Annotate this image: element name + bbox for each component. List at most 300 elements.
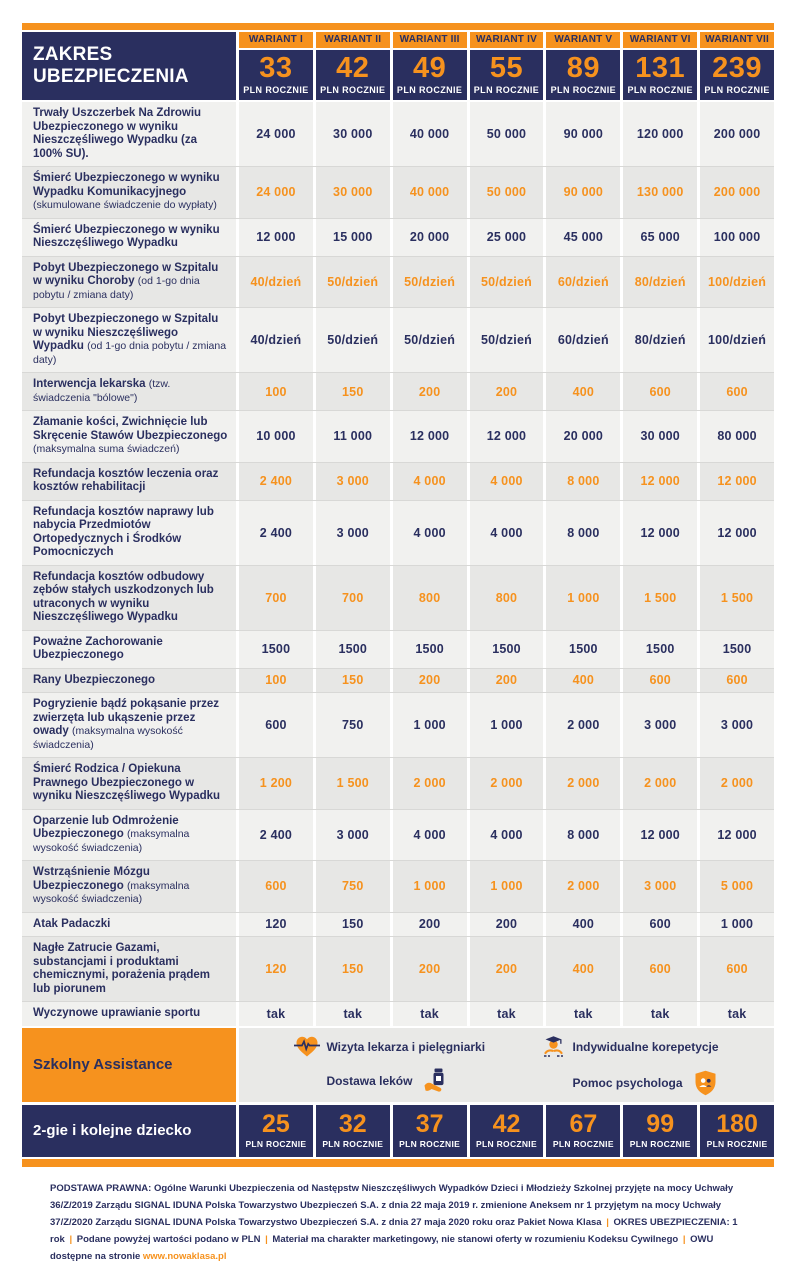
benefit-value-cell: 80/dzień bbox=[623, 257, 697, 308]
benefit-value-cell: tak bbox=[700, 1002, 774, 1026]
benefit-value-cell: 3 000 bbox=[623, 693, 697, 757]
benefit-value-cell: 600 bbox=[623, 937, 697, 1001]
variant-name bbox=[470, 32, 544, 48]
variant-header-cell bbox=[623, 32, 697, 100]
benefit-value-cell: tak bbox=[239, 1002, 313, 1026]
assistance-column-medical bbox=[292, 1035, 485, 1094]
assistance-title: Szkolny Assistance bbox=[33, 1056, 173, 1073]
second-child-price-cell bbox=[239, 1105, 313, 1157]
benefit-label-cell bbox=[22, 308, 236, 372]
variant-price-box bbox=[393, 50, 467, 100]
benefit-value-cell: 600 bbox=[623, 669, 697, 693]
benefit-value-cell: 4 000 bbox=[470, 810, 544, 861]
footer-separator: | bbox=[69, 1233, 73, 1245]
variant-price: 55 bbox=[489, 52, 524, 84]
benefit-value-cell: tak bbox=[470, 1002, 544, 1026]
benefit-value-cell: 120 bbox=[239, 913, 313, 937]
benefit-value-cell: 40/dzień bbox=[239, 257, 313, 308]
second-child-price-cell bbox=[623, 1105, 697, 1157]
benefit-value-cell: 50 000 bbox=[470, 102, 544, 166]
benefit-value-cell: 12 000 bbox=[239, 219, 313, 256]
benefit-value-cell: 120 000 bbox=[623, 102, 697, 166]
benefit-value-cell: 400 bbox=[546, 669, 620, 693]
benefit-value-cell: tak bbox=[623, 1002, 697, 1026]
heart-pulse-icon bbox=[292, 1035, 322, 1058]
benefit-value-cell: 100 bbox=[239, 373, 313, 410]
benefit-value-cell: 800 bbox=[393, 566, 467, 630]
benefit-value-cell: 2 400 bbox=[239, 463, 313, 500]
benefit-value-cell: 100 000 bbox=[700, 219, 774, 256]
table-row bbox=[22, 1002, 774, 1026]
psychologist-shield-icon bbox=[691, 1070, 721, 1096]
benefit-label-cell bbox=[22, 758, 236, 809]
second-child-price: 25 bbox=[262, 1109, 290, 1138]
benefit-value-cell: 4 000 bbox=[393, 463, 467, 500]
benefit-value-cell: 1500 bbox=[393, 631, 467, 668]
benefit-value-cell: 8 000 bbox=[546, 463, 620, 500]
top-accent-bar bbox=[22, 23, 774, 30]
benefit-value-cell: 50/dzień bbox=[393, 308, 467, 372]
benefit-value-cell: 200 bbox=[470, 913, 544, 937]
benefit-value-cell: 1 000 bbox=[393, 861, 467, 912]
benefit-value-cell: 3 000 bbox=[316, 501, 390, 565]
variant-header-cell bbox=[470, 32, 544, 100]
variant-price-unit: PLN ROCZNIE bbox=[627, 85, 693, 95]
variant-header-cell bbox=[239, 32, 313, 100]
benefit-value-cell: 30 000 bbox=[316, 102, 390, 166]
table-row bbox=[22, 501, 774, 566]
assistance-item-label: Pomoc psychologa bbox=[572, 1075, 683, 1090]
benefit-value-cell: 30 000 bbox=[623, 411, 697, 462]
benefit-value-cell: 10 000 bbox=[239, 411, 313, 462]
benefit-value-cell: 120 bbox=[239, 937, 313, 1001]
footer-separator: | bbox=[265, 1233, 268, 1245]
benefit-value-cell: 8 000 bbox=[546, 501, 620, 565]
benefit-label-cell bbox=[22, 693, 236, 757]
benefit-label-cell bbox=[22, 937, 236, 1001]
assistance-item bbox=[326, 1068, 485, 1094]
benefits-table-body bbox=[22, 102, 774, 1026]
benefit-label: Atak Padaczki bbox=[33, 917, 111, 930]
assistance-item bbox=[326, 1040, 485, 1054]
benefit-note: (maksymalna suma świadczeń) bbox=[33, 443, 180, 455]
variant-price-box bbox=[316, 50, 390, 100]
footer-period: OKRES UBEZPIECZENIA: 1 rok bbox=[50, 1216, 738, 1245]
benefit-value-cell: 3 000 bbox=[316, 810, 390, 861]
benefit-value-cell: 400 bbox=[546, 373, 620, 410]
benefit-value-cell: 1500 bbox=[546, 631, 620, 668]
second-child-price: 37 bbox=[415, 1109, 444, 1138]
benefit-value-cell: 40 000 bbox=[393, 102, 467, 166]
benefit-value-cell: 60/dzień bbox=[546, 308, 620, 372]
table-row bbox=[22, 669, 774, 694]
benefit-value-cell: 200 000 bbox=[700, 167, 774, 218]
footer-owu-note: OWU dostępne na stronie bbox=[50, 1233, 714, 1262]
variant-price-box bbox=[470, 50, 544, 100]
table-row bbox=[22, 810, 774, 862]
second-child-price-unit: PLN ROCZNIE bbox=[399, 1138, 461, 1149]
benefit-value-cell: 1500 bbox=[239, 631, 313, 668]
benefit-value-cell: 12 000 bbox=[623, 810, 697, 861]
variant-price: 33 bbox=[259, 52, 293, 84]
benefit-value-cell: 12 000 bbox=[700, 810, 774, 861]
benefit-value-cell: 200 bbox=[470, 373, 544, 410]
footer-currency-note: Podane powyżej wartości podano w PLN bbox=[76, 1233, 261, 1245]
variant-name-label: WARIANT II bbox=[324, 34, 382, 45]
table-row bbox=[22, 219, 774, 257]
benefit-value-cell: 750 bbox=[316, 693, 390, 757]
variant-header-cell bbox=[546, 32, 620, 100]
table-row bbox=[22, 566, 774, 631]
benefit-value-cell: 20 000 bbox=[393, 219, 467, 256]
variant-price-box bbox=[623, 50, 697, 100]
second-child-price-unit: PLN ROCZNIE bbox=[629, 1138, 691, 1149]
benefit-value-cell: 100/dzień bbox=[700, 308, 774, 372]
benefit-value-cell: 1500 bbox=[316, 631, 390, 668]
benefit-label-cell bbox=[22, 373, 236, 410]
benefit-value-cell: 600 bbox=[239, 693, 313, 757]
table-row bbox=[22, 373, 774, 411]
variant-price-box bbox=[546, 50, 620, 100]
benefit-value-cell: 4 000 bbox=[393, 810, 467, 861]
benefit-value-cell: 2 400 bbox=[239, 501, 313, 565]
variant-price: 239 bbox=[712, 52, 762, 84]
benefit-value-cell: 8 000 bbox=[546, 810, 620, 861]
benefit-value-cell: 50/dzień bbox=[316, 308, 390, 372]
benefit-value-cell: 20 000 bbox=[546, 411, 620, 462]
benefit-value-cell: 2 000 bbox=[546, 758, 620, 809]
variant-price-box bbox=[239, 50, 313, 100]
benefit-label: Nagłe Zatrucie Gazami, substancjami i produktami chemicznymi, porażenia prądem lub piorunem bbox=[33, 942, 211, 995]
benefit-value-cell: 12 000 bbox=[470, 411, 544, 462]
benefit-label: Śmierć Rodzica / Opiekuna Prawnego Ubezpieczonego w wyniku Nieszczęśliwego Wypadku bbox=[33, 763, 221, 802]
second-child-price-cell bbox=[316, 1105, 390, 1157]
benefit-value-cell: 1 000 bbox=[393, 693, 467, 757]
footer-separator: | bbox=[606, 1216, 609, 1228]
second-child-price-cell bbox=[393, 1105, 467, 1157]
benefit-value-cell: 750 bbox=[316, 861, 390, 912]
insurance-pricing-leaflet bbox=[22, 23, 774, 1167]
benefit-label: Rany Ubezpieczonego bbox=[33, 673, 156, 686]
benefit-value-cell: 30 000 bbox=[316, 167, 390, 218]
benefit-value-cell: 1500 bbox=[470, 631, 544, 668]
benefit-label-cell bbox=[22, 1002, 236, 1026]
benefit-label: Refundacja kosztów leczenia oraz kosztów rehabilitacji bbox=[33, 467, 219, 493]
benefit-value-cell: 15 000 bbox=[316, 219, 390, 256]
benefit-value-cell: 65 000 bbox=[623, 219, 697, 256]
benefit-value-cell: 2 000 bbox=[393, 758, 467, 809]
assistance-title-cell bbox=[22, 1028, 236, 1102]
table-row bbox=[22, 631, 774, 669]
second-child-row bbox=[22, 1105, 774, 1157]
benefit-note: (maksymalna wysokość świadczenia) bbox=[33, 828, 190, 854]
benefit-value-cell: 1 200 bbox=[239, 758, 313, 809]
benefit-value-cell: 150 bbox=[316, 937, 390, 1001]
table-row bbox=[22, 758, 774, 810]
second-child-price: 42 bbox=[492, 1109, 521, 1138]
table-row bbox=[22, 693, 774, 758]
benefit-value-cell: 200 bbox=[470, 937, 544, 1001]
variant-name bbox=[623, 32, 697, 48]
variant-name bbox=[700, 32, 774, 48]
assistance-panel bbox=[239, 1028, 774, 1102]
assistance-column-support bbox=[539, 1034, 721, 1096]
benefit-value-cell: 2 000 bbox=[623, 758, 697, 809]
benefit-value-cell: 2 000 bbox=[700, 758, 774, 809]
second-child-price-unit: PLN ROCZNIE bbox=[322, 1138, 384, 1149]
benefit-value-cell: 200 bbox=[470, 669, 544, 693]
benefit-value-cell: 2 400 bbox=[239, 810, 313, 861]
benefit-value-cell: 3 000 bbox=[316, 463, 390, 500]
benefit-label-cell bbox=[22, 861, 236, 912]
benefit-value-cell: 90 000 bbox=[546, 167, 620, 218]
benefit-value-cell: 600 bbox=[623, 913, 697, 937]
variant-price: 89 bbox=[566, 52, 600, 84]
benefit-value-cell: 12 000 bbox=[393, 411, 467, 462]
benefit-value-cell: 2 000 bbox=[470, 758, 544, 809]
benefit-note: (maksymalna wysokość świadczenia) bbox=[33, 725, 183, 751]
benefit-label: Interwencja lekarska bbox=[33, 378, 146, 390]
bottom-accent-bar bbox=[22, 1159, 774, 1167]
second-child-label: 2-gie i kolejne dziecko bbox=[33, 1122, 192, 1139]
table-row bbox=[22, 463, 774, 501]
variant-header-cell bbox=[393, 32, 467, 100]
table-title-cell bbox=[22, 32, 236, 100]
variant-name-label: WARIANT III bbox=[399, 34, 460, 45]
variant-name-label: WARIANT I bbox=[248, 34, 303, 45]
second-child-price: 180 bbox=[716, 1109, 758, 1138]
benefit-value-cell: 600 bbox=[700, 937, 774, 1001]
benefit-label: Pogryzienie bądź pokąsanie przez zwierzęta lub ukąszenie przez owady bbox=[33, 698, 219, 737]
website-link[interactable]: www.nowaklasa.pl bbox=[142, 1250, 227, 1262]
benefit-label-cell bbox=[22, 810, 236, 861]
benefit-value-cell: 400 bbox=[546, 913, 620, 937]
table-row bbox=[22, 937, 774, 1002]
benefit-value-cell: 3 000 bbox=[623, 861, 697, 912]
footer-marketing-note: Materiał ma charakter marketingowy, nie stanowi oferty w rozumieniu Kodeksu Cywilnego bbox=[272, 1233, 679, 1245]
benefit-value-cell: 800 bbox=[470, 566, 544, 630]
variant-price-unit: PLN ROCZNIE bbox=[550, 85, 617, 95]
benefit-value-cell: 11 000 bbox=[316, 411, 390, 462]
footer-separator: | bbox=[682, 1233, 686, 1245]
medicine-delivery-icon bbox=[420, 1068, 450, 1094]
table-row bbox=[22, 861, 774, 913]
benefit-value-cell: 4 000 bbox=[470, 501, 544, 565]
benefit-label: Poważne Zachorowanie Ubezpieczonego bbox=[33, 635, 163, 661]
benefit-value-cell: 700 bbox=[239, 566, 313, 630]
benefit-value-cell: tak bbox=[316, 1002, 390, 1026]
variant-name-label: WARIANT V bbox=[554, 34, 613, 45]
variant-price: 49 bbox=[413, 52, 447, 84]
variant-name bbox=[316, 32, 390, 48]
benefit-value-cell: 200 bbox=[393, 669, 467, 693]
benefit-label-cell bbox=[22, 167, 236, 218]
benefit-value-cell: 90 000 bbox=[546, 102, 620, 166]
assistance-item bbox=[573, 1070, 721, 1096]
benefit-value-cell: 2 000 bbox=[546, 693, 620, 757]
benefit-label: Pobyt Ubezpieczonego w Szpitalu w wyniku Nieszczęśliwego Wypadku bbox=[33, 313, 219, 352]
benefit-value-cell: 50/dzień bbox=[316, 257, 390, 308]
variant-price-unit: PLN ROCZNIE bbox=[243, 85, 309, 95]
benefit-label-cell bbox=[22, 913, 236, 937]
benefit-value-cell: 600 bbox=[700, 669, 774, 693]
benefit-label: Złamanie kości, Zwichnięcie lub Skręcenie Stawów Ubezpieczonego bbox=[33, 416, 228, 442]
variant-price-unit: PLN ROCZNIE bbox=[396, 85, 463, 95]
benefit-value-cell: 45 000 bbox=[546, 219, 620, 256]
variant-name-label: WARIANT VI bbox=[629, 34, 691, 45]
benefit-label: Pobyt Ubezpieczonego w Szpitalu w wyniku Choroby bbox=[33, 261, 219, 287]
benefit-value-cell: 200 bbox=[393, 373, 467, 410]
assistance-item bbox=[573, 1040, 721, 1054]
benefit-value-cell: 100/dzień bbox=[700, 257, 774, 308]
benefit-value-cell: 50 000 bbox=[470, 167, 544, 218]
second-child-price-cell bbox=[546, 1105, 620, 1157]
table-header bbox=[22, 32, 774, 100]
benefit-value-cell: 12 000 bbox=[700, 463, 774, 500]
table-row bbox=[22, 257, 774, 309]
table-row bbox=[22, 913, 774, 938]
benefit-value-cell: 200 bbox=[393, 913, 467, 937]
tutoring-icon bbox=[539, 1034, 569, 1060]
benefit-value-cell: 5 000 bbox=[700, 861, 774, 912]
benefit-label-cell bbox=[22, 566, 236, 630]
benefit-value-cell: 50/dzień bbox=[470, 308, 544, 372]
benefit-label: Refundacja kosztów odbudowy zębów stałych uszkodzonych lub utraconych w wyniku Nieszczęśliwego Wypadku bbox=[33, 570, 214, 623]
assistance-item-label: Wizyta lekarza i pielęgniarki bbox=[326, 1039, 486, 1054]
benefit-value-cell: 100 bbox=[239, 669, 313, 693]
variant-price-box bbox=[700, 50, 774, 100]
variant-name bbox=[546, 32, 620, 48]
benefit-label: Refundacja kosztów naprawy lub nabycia Przedmiotów Ortopedycznych i Środków Pomocniczych bbox=[33, 505, 214, 558]
assistance-item-label: Indywidualne korepetycje bbox=[572, 1039, 719, 1054]
benefit-value-cell: 600 bbox=[623, 373, 697, 410]
benefit-label-cell bbox=[22, 411, 236, 462]
benefit-value-cell: 3 000 bbox=[700, 693, 774, 757]
benefit-value-cell: 1 500 bbox=[623, 566, 697, 630]
table-row bbox=[22, 167, 774, 219]
assistance-section bbox=[22, 1028, 774, 1102]
benefit-value-cell: 150 bbox=[316, 373, 390, 410]
benefit-value-cell: 80/dzień bbox=[623, 308, 697, 372]
benefit-note: (od 1-go dnia pobytu / zmiana daty) bbox=[33, 275, 200, 301]
benefit-label: Śmierć Ubezpieczonego w wyniku Wypadku Komunikacyjnego bbox=[33, 172, 220, 198]
benefit-label: Wstrząśnienie Mózgu Ubezpieczonego bbox=[33, 866, 150, 892]
second-child-price-cell bbox=[700, 1105, 774, 1157]
benefit-value-cell: 50/dzień bbox=[393, 257, 467, 308]
benefit-value-cell: 12 000 bbox=[700, 501, 774, 565]
table-row bbox=[22, 411, 774, 463]
benefit-value-cell: 12 000 bbox=[623, 463, 697, 500]
assistance-item-label: Dostawa leków bbox=[326, 1074, 413, 1088]
second-child-price-unit: PLN ROCZNIE bbox=[552, 1138, 614, 1149]
benefit-value-cell: 1 000 bbox=[470, 693, 544, 757]
benefit-label: Trwały Uszczerbek Na Zdrowiu Ubezpieczonego w wyniku Nieszczęśliwego Wypadku (za 100% SU). bbox=[33, 107, 202, 160]
benefit-value-cell: 600 bbox=[239, 861, 313, 912]
benefit-value-cell: 50/dzień bbox=[470, 257, 544, 308]
variant-name bbox=[239, 32, 313, 48]
benefit-value-cell: 60/dzień bbox=[546, 257, 620, 308]
benefit-label-cell bbox=[22, 219, 236, 256]
second-child-price-unit: PLN ROCZNIE bbox=[476, 1138, 537, 1149]
benefit-value-cell: 200 bbox=[393, 937, 467, 1001]
page-title: ZAKRES UBEZPIECZENIA bbox=[33, 44, 189, 87]
variant-name bbox=[393, 32, 467, 48]
benefit-value-cell: tak bbox=[546, 1002, 620, 1026]
benefit-note: (skumulowane świadczenie do wypłaty) bbox=[33, 199, 217, 211]
benefit-value-cell: 1 000 bbox=[470, 861, 544, 912]
second-child-price: 32 bbox=[338, 1109, 367, 1138]
benefit-value-cell: 600 bbox=[700, 373, 774, 410]
benefit-value-cell: 4 000 bbox=[393, 501, 467, 565]
benefit-note: (od 1-go dnia pobytu / zmiana daty) bbox=[33, 340, 227, 366]
table-row bbox=[22, 102, 774, 167]
benefit-value-cell: 1 000 bbox=[700, 913, 774, 937]
variant-price-unit: PLN ROCZNIE bbox=[704, 85, 770, 95]
benefit-label-cell bbox=[22, 257, 236, 308]
benefit-value-cell: 25 000 bbox=[470, 219, 544, 256]
benefit-label-cell bbox=[22, 501, 236, 565]
benefit-value-cell: 130 000 bbox=[623, 167, 697, 218]
benefit-label: Oparzenie lub Odmrożenie Ubezpieczonego bbox=[33, 814, 179, 840]
benefit-value-cell: 1 500 bbox=[700, 566, 774, 630]
benefit-label-cell bbox=[22, 631, 236, 668]
second-child-price-cell bbox=[470, 1105, 544, 1157]
benefit-value-cell: 40/dzień bbox=[239, 308, 313, 372]
benefit-label-cell bbox=[22, 463, 236, 500]
footer-legal-basis: PODSTAWA PRAWNA: Ogólne Warunki Ubezpieczenia od Następstw Nieszczęśliwych Wypadków Dzieci i Młodzieży Szkolnej przyjęte na mocy Uchwały 36/Z/2019 Zarządu SIGNAL IDUNA Polska Towarzystwo Ubezpieczeń S.A. z dnia 22 maja 2019 r. zmienione Aneksem nr 1 przyjętym na mocy Uchwały 37/Z/2020 Zarządu SIGNAL IDUNA Polska Towarzystwo Ubezpieczeń S.A. z dnia 27 maja 2020 roku oraz Pakiet Nowa Klasa bbox=[50, 1182, 734, 1228]
second-child-price: 99 bbox=[646, 1109, 675, 1138]
second-child-price-unit: PLN ROCZNIE bbox=[245, 1138, 307, 1149]
benefit-value-cell: 150 bbox=[316, 669, 390, 693]
variant-price: 42 bbox=[336, 52, 370, 84]
benefit-value-cell: 12 000 bbox=[623, 501, 697, 565]
variant-price-unit: PLN ROCZNIE bbox=[320, 85, 386, 95]
benefit-label: Wyczynowe uprawianie sportu bbox=[33, 1007, 201, 1019]
benefit-value-cell: 1 000 bbox=[546, 566, 620, 630]
second-child-price: 67 bbox=[569, 1109, 598, 1138]
variant-name-label: WARIANT IV bbox=[476, 34, 537, 45]
benefit-value-cell: 24 000 bbox=[239, 167, 313, 218]
benefit-note: (tzw. świadczenia "bólowe") bbox=[33, 378, 171, 404]
second-child-price-unit: PLN ROCZNIE bbox=[706, 1138, 768, 1149]
benefit-value-cell: 2 000 bbox=[546, 861, 620, 912]
benefit-value-cell: 40 000 bbox=[393, 167, 467, 218]
table-row bbox=[22, 308, 774, 373]
variant-header-cell bbox=[316, 32, 390, 100]
variant-price-unit: PLN ROCZNIE bbox=[473, 85, 540, 95]
second-child-label-cell bbox=[22, 1105, 236, 1157]
benefit-value-cell: 80 000 bbox=[700, 411, 774, 462]
benefit-value-cell: 24 000 bbox=[239, 102, 313, 166]
benefit-value-cell: 1500 bbox=[700, 631, 774, 668]
benefit-value-cell: 400 bbox=[546, 937, 620, 1001]
variant-name-label: WARIANT VII bbox=[705, 34, 769, 45]
benefit-label: Śmierć Ubezpieczonego w wyniku Nieszczęśliwego Wypadku bbox=[33, 223, 220, 249]
variant-header-cell bbox=[700, 32, 774, 100]
benefit-value-cell: tak bbox=[393, 1002, 467, 1026]
benefit-value-cell: 700 bbox=[316, 566, 390, 630]
benefit-value-cell: 1500 bbox=[623, 631, 697, 668]
benefit-label-cell bbox=[22, 102, 236, 166]
benefit-note: (maksymalna wysokość świadczenia) bbox=[33, 879, 190, 905]
benefit-value-cell: 150 bbox=[316, 913, 390, 937]
benefit-value-cell: 1 500 bbox=[316, 758, 390, 809]
benefit-value-cell: 4 000 bbox=[470, 463, 544, 500]
benefit-label-cell bbox=[22, 669, 236, 693]
legal-footer bbox=[50, 1180, 742, 1265]
benefit-value-cell: 200 000 bbox=[700, 102, 774, 166]
variant-price: 131 bbox=[635, 52, 686, 84]
